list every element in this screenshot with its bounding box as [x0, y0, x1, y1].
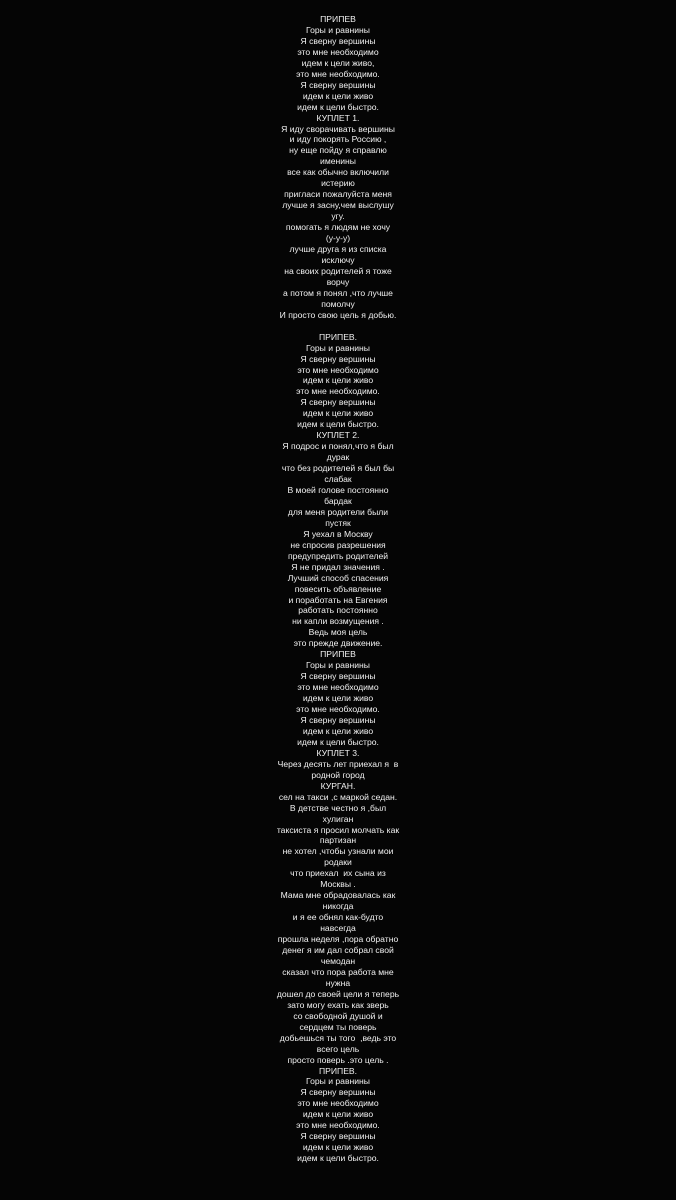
lyric-line: повесить объявление: [294, 583, 382, 594]
lyric-line: ну еще пойду я справлю: [289, 145, 387, 156]
lyric-line: не хотел ,чтобы узнали мои: [282, 846, 394, 857]
lyric-line: Я сверну вершины: [300, 1087, 376, 1098]
lyric-line: Я сверну вершины: [300, 397, 376, 408]
lyric-line: это мне необходимо.: [296, 704, 380, 715]
lyric-line: таксиста я просил молчать как: [276, 824, 400, 835]
lyric-line: пригласи пожалуйста меня: [284, 189, 392, 200]
lyric-line: никогда: [322, 901, 354, 912]
lyric-line: Я иду сворачивать вершины: [281, 123, 395, 134]
lyric-line: со свободной душой и: [293, 1010, 383, 1021]
lyric-line: КУПЛЕТ 2.: [316, 430, 360, 441]
lyric-line: работать постоянно: [298, 605, 378, 616]
lyric-line: Я сверну вершины: [300, 671, 376, 682]
lyric-line: это мне необходимо.: [296, 68, 380, 79]
lyric-line: чемодан: [320, 955, 356, 966]
lyric-line: сердцем ты поверь: [299, 1021, 377, 1032]
lyric-line: партизан: [319, 835, 357, 846]
lyric-line: слабак: [324, 474, 352, 485]
lyric-line: (у-у-у): [325, 233, 351, 244]
lyric-line: ПРИПЕВ: [320, 649, 356, 660]
lyric-line: Я сверну вершины: [300, 35, 376, 46]
lyric-line: нужна: [325, 977, 351, 988]
lyric-line: лучше друга я из списка: [289, 244, 387, 255]
lyric-line: на своих родителей я тоже: [284, 265, 392, 276]
lyric-line: ПРИПЕВ.: [318, 1065, 358, 1076]
lyric-line: это мне необходимо: [297, 682, 379, 693]
lyric-line: пустяк: [325, 517, 351, 528]
lyric-line: Я сверну вершины: [300, 79, 376, 90]
lyric-line: Через десять лет приехал я в: [277, 758, 399, 769]
lyric-line: идем к цели живо: [302, 1142, 374, 1153]
lyric-line: Горы и равнины: [306, 1076, 370, 1087]
lyric-line: помолчу: [321, 298, 355, 309]
lyric-line: Лучший способ спасения: [287, 572, 389, 583]
lyric-line: ни капли возмущения .: [292, 616, 384, 627]
lyric-line: В детстве честно я ,был: [289, 802, 387, 813]
lyric-line: сказал что пора работа мне: [282, 966, 394, 977]
lyric-line: Горы и равнины: [306, 24, 370, 35]
lyric-line: дурак: [326, 452, 350, 463]
lyric-line: Я подрос и понял,что я был: [282, 441, 394, 452]
lyric-line: все как обычно включили: [287, 167, 389, 178]
lyric-line: всего цель: [316, 1043, 360, 1054]
lyric-line: а потом я понял ,что лучше: [283, 287, 393, 298]
lyric-line: идем к цели живо: [302, 375, 374, 386]
lyric-line: ПРИПЕВ.: [318, 331, 358, 342]
lyric-line: Мама мне обрадовалась как: [280, 890, 396, 901]
lyric-line: не спросив разрешения: [290, 539, 386, 550]
lyric-line: и поработать на Евгения: [288, 594, 388, 605]
lyric-line: Горы и равнины: [306, 660, 370, 671]
lyric-line: Я уехал в Москву: [303, 528, 373, 539]
lyric-line: добьешься ты того ,ведь это: [279, 1032, 397, 1043]
lyric-line: именины: [320, 156, 356, 167]
lyric-line: и иду покорять Россию ,: [289, 134, 387, 145]
lyric-line: навсегда: [320, 923, 356, 934]
lyric-line: И просто свою цель я добью.: [279, 309, 397, 320]
lyric-line: сел на такси ,с маркой седан.: [278, 791, 398, 802]
lyric-line: прошла неделя ,пора обратно: [277, 934, 399, 945]
lyric-line: хулиган: [322, 813, 354, 824]
lyric-line: Я не придал значения .: [291, 561, 385, 572]
lyric-line: и я ее обнял как-будто: [292, 912, 384, 923]
lyric-line: Москвы .: [320, 879, 356, 890]
lyric-line: КУРГАН.: [320, 780, 356, 791]
lyric-line: ворчу: [326, 276, 350, 287]
lyric-line: идем к цели быстро.: [297, 419, 379, 430]
lyric-line: это мне необходимо.: [296, 386, 380, 397]
lyric-line: это мне необходимо: [297, 1098, 379, 1109]
lyric-line: В моей голове постоянно: [287, 484, 389, 495]
lyric-line: родаки: [324, 857, 352, 868]
lyric-line: это мне необходимо.: [296, 1120, 380, 1131]
lyric-line: зато могу ехать как зверь: [287, 999, 389, 1010]
lyric-line: истерию: [321, 178, 355, 189]
lyric-line: просто поверь .это цель .: [287, 1054, 389, 1065]
lyric-line: идем к цели живо: [302, 90, 374, 101]
stanza-gap: [238, 321, 438, 332]
lyric-line: Я сверну вершины: [300, 1131, 376, 1142]
lyric-line: идем к цели быстро.: [297, 736, 379, 747]
lyric-line: идем к цели живо: [302, 693, 374, 704]
lyric-line: КУПЛЕТ 3.: [316, 747, 360, 758]
lyric-line: это мне необходимо: [297, 364, 379, 375]
lyric-line: Я сверну вершины: [300, 353, 376, 364]
lyric-line: Ведь моя цель: [308, 627, 368, 638]
lyrics-text: [0, 14, 676, 1164]
lyric-line: идем к цели живо: [302, 725, 374, 736]
lyric-line: идем к цели живо: [302, 408, 374, 419]
lyric-line: бардак: [324, 495, 352, 506]
lyric-line: идем к цели живо: [302, 1109, 374, 1120]
lyric-line: родной город: [311, 769, 365, 780]
lyric-line: угу.: [331, 211, 345, 222]
lyric-line: это мне необходимо: [297, 46, 379, 57]
lyric-line: для меня родители были: [287, 506, 389, 517]
lyric-line: КУПЛЕТ 1.: [316, 112, 360, 123]
lyric-line: лучше я засну,чем выслушу: [282, 200, 394, 211]
lyric-line: предупредить родителей: [287, 550, 389, 561]
lyric-line: Горы и равнины: [306, 342, 370, 353]
lyric-line: дошел до своей цели я теперь: [276, 988, 400, 999]
lyric-line: что приехал их сына из: [290, 868, 386, 879]
lyric-line: что без родителей я был бы: [281, 463, 395, 474]
lyric-line: идем к цели быстро.: [297, 1153, 379, 1164]
lyric-line: идем к цели живо,: [301, 57, 375, 68]
lyric-line: ПРИПЕВ: [320, 14, 356, 24]
lyric-line: помогать я людям не хочу: [285, 222, 391, 233]
lyric-line: Я сверну вершины: [300, 715, 376, 725]
lyric-line: денег я им дал собрал свой: [282, 945, 394, 956]
lyric-line: идем к цели быстро.: [297, 101, 379, 112]
lyric-line: это прежде движение.: [293, 638, 383, 649]
lyric-line: исключу: [321, 254, 355, 265]
